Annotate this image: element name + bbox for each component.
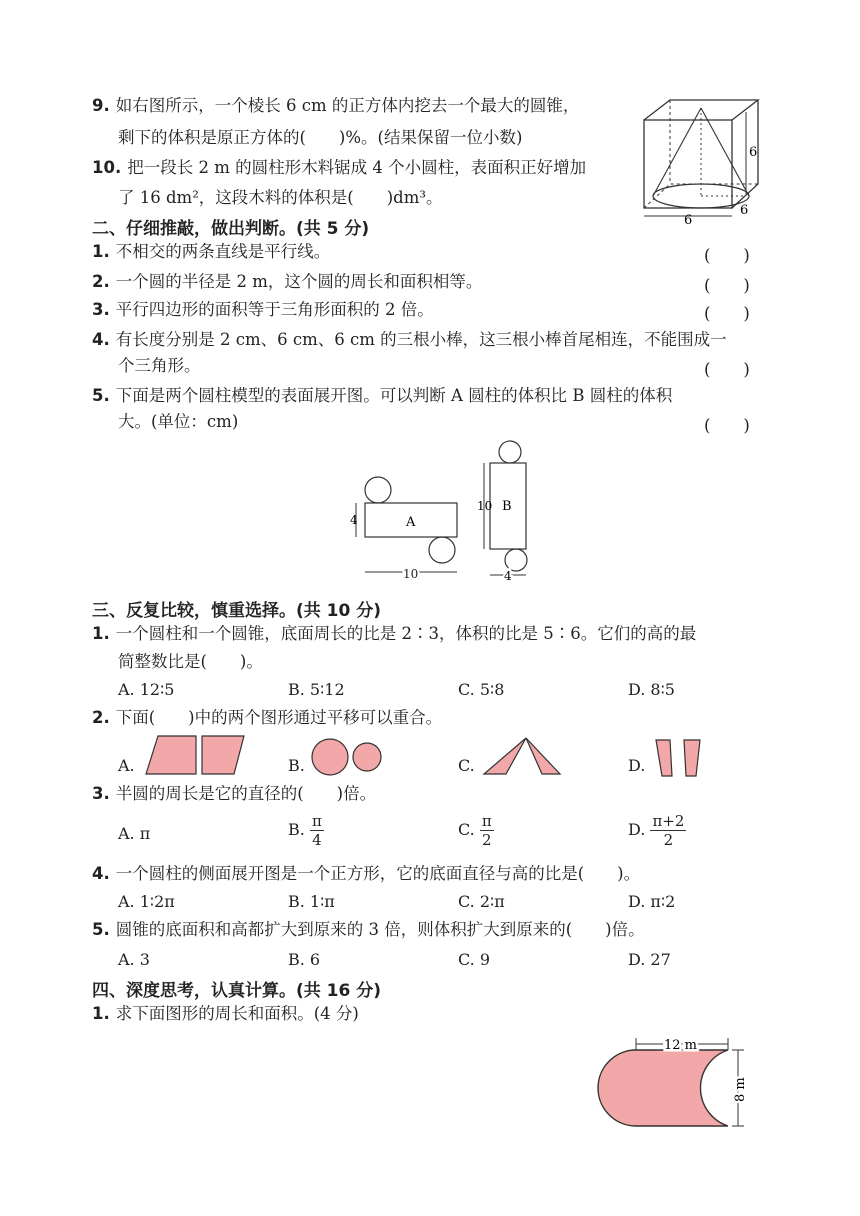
p3-q5-option-c[interactable]: C. 9 <box>458 950 491 969</box>
net-a-width: 10 <box>403 567 419 581</box>
p2-item2-number: 2. <box>92 272 110 291</box>
q2-shape-a <box>144 734 248 776</box>
p3-q5-option-a[interactable]: A. 3 <box>118 950 150 969</box>
p3-q5-line1 <box>92 920 645 940</box>
cube-label-front: 6 <box>684 213 693 228</box>
p4-q1-text: 求下面图形的周长和面积。(4 分) <box>115 1004 359 1023</box>
p3-q5-text: 圆锥的底面积和高都扩大到原来的 3 倍，则体积扩大到原来的( )倍。 <box>115 920 645 939</box>
p2-item5-text: 下面是两个圆柱模型的表面展开图。可以判断 A 圆柱的体积比 B 圆柱的体积 <box>115 386 673 405</box>
p3-q4-option-d[interactable]: D. π∶2 <box>628 892 676 911</box>
part3-title: 三、反复比较，慎重选择。(共 10 分) <box>92 601 382 621</box>
q2-shape-b <box>310 736 386 778</box>
p2-item3-number: 3. <box>92 300 110 319</box>
p3-q4-option-c[interactable]: C. 2∶π <box>458 892 505 911</box>
p3-q1-number: 1. <box>92 624 110 643</box>
p4-q1 <box>92 1004 359 1024</box>
net-b-height: 10 <box>477 499 493 513</box>
part4-title: 四、深度思考，认真计算。(共 16 分) <box>92 981 382 1001</box>
q2-shape-d <box>654 738 704 778</box>
p2-item1 <box>92 242 330 262</box>
p3-q5-number: 5. <box>92 920 110 939</box>
q10-number: 10. <box>92 158 122 177</box>
p3-q4-number: 4. <box>92 864 110 883</box>
p2-item2-text: 一个圆的半径是 2 m，这个圆的周长和面积相等。 <box>115 272 483 291</box>
p2-item4 <box>92 330 727 350</box>
p3-q3-option-d[interactable] <box>628 812 686 849</box>
p3-q2-option-a[interactable]: A. <box>118 756 135 775</box>
p3-q3-option-d-letter: D. <box>628 820 646 839</box>
p3-q3-option-b-letter: B. <box>288 820 305 839</box>
net-b-width: 4 <box>504 569 512 583</box>
p3-q1-line2: 简整数比是( )。 <box>118 652 263 671</box>
cylinder-nets-figure <box>350 438 550 588</box>
p3-q3-number: 3. <box>92 784 110 803</box>
p3-q2-option-c[interactable]: C. <box>458 756 475 775</box>
cube-label-side-d: 6 <box>740 203 749 218</box>
p2-item1-text: 不相交的两条直线是平行线。 <box>115 242 331 261</box>
p3-q1-option-d[interactable]: D. 8∶5 <box>628 680 675 699</box>
q2-shape-c <box>482 736 564 776</box>
p3-q3-option-d-fraction <box>650 812 686 849</box>
p3-q3-option-d-denominator: 2 <box>663 831 674 849</box>
p4-q1-number: 1. <box>92 1004 110 1023</box>
p3-q3-option-d-numerator: π+2 <box>652 812 685 830</box>
shape-width-label: 12 m <box>664 1038 698 1053</box>
q9-line1 <box>92 96 579 116</box>
q9-text: 如右图所示，一个棱长 6 cm 的正方体内挖去一个最大的圆锥， <box>115 96 580 115</box>
p3-q3-option-a[interactable]: A. π <box>118 824 151 843</box>
p3-q3-option-c-numerator: π <box>481 812 492 830</box>
p3-q3-option-c[interactable] <box>458 812 494 849</box>
net-a-height: 4 <box>350 513 358 527</box>
p3-q4-option-a[interactable]: A. 1∶2π <box>118 892 175 911</box>
p2-item4-text: 有长度分别是 2 cm、6 cm、6 cm 的三根小棒，这三根小棒首尾相连，不能围成一 <box>115 330 727 349</box>
p3-q2-text: 下面( )中的两个图形通过平移可以重合。 <box>115 708 443 727</box>
p2-item3-text: 平行四边形的面积等于三角形面积的 2 倍。 <box>115 300 434 319</box>
p3-q4-text: 一个圆柱的侧面展开图是一个正方形，它的底面直径与高的比是( )。 <box>115 864 641 883</box>
p2-item1-number: 1. <box>92 242 110 261</box>
p3-q4-line1 <box>92 864 640 884</box>
q10-line2: 了 16 dm²，这段木料的体积是( )dm³。 <box>118 188 443 207</box>
p2-item2 <box>92 272 482 292</box>
p3-q2-option-d[interactable]: D. <box>628 756 646 775</box>
p3-q3-option-c-letter: C. <box>458 820 475 839</box>
p3-q3-option-c-fraction <box>480 812 494 849</box>
p3-q4-option-b[interactable]: B. 1∶π <box>288 892 335 911</box>
p3-q1-option-a[interactable]: A. 12∶5 <box>118 680 175 699</box>
p2-item3-answer[interactable]: ( ) <box>704 304 750 323</box>
p3-q2-line1 <box>92 708 442 728</box>
p3-q2-option-b[interactable]: B. <box>288 756 305 775</box>
stadium-shape-figure <box>586 1032 766 1132</box>
p3-q1-option-b[interactable]: B. 5∶12 <box>288 680 345 699</box>
part2-title: 二、仔细推敲，做出判断。(共 5 分) <box>92 219 370 239</box>
q9-number: 9. <box>92 96 110 115</box>
p2-item1-answer[interactable]: ( ) <box>704 246 750 265</box>
p3-q5-option-b[interactable]: B. 6 <box>288 950 321 969</box>
p3-q1-line1 <box>92 624 696 644</box>
p2-item3 <box>92 300 434 320</box>
shape-height-label: 8 m <box>733 1077 748 1102</box>
cube-label-side-h: 6 <box>749 145 758 160</box>
p2-item5-number: 5. <box>92 386 110 405</box>
net-a-label: A <box>406 515 416 530</box>
p2-item5 <box>92 386 672 406</box>
p3-q3-option-c-denominator: 2 <box>482 831 492 849</box>
p3-q1-text: 一个圆柱和一个圆锥，底面周长的比是 2∶3，体积的比是 5∶6。它们的高的最 <box>115 624 697 643</box>
p2-item4-line2: 个三角形。 <box>118 356 201 375</box>
p3-q3-option-b-denominator: 4 <box>312 831 322 849</box>
p3-q1-option-c[interactable]: C. 5∶8 <box>458 680 505 699</box>
p2-item4-answer[interactable]: ( ) <box>704 360 750 379</box>
p2-item2-answer[interactable]: ( ) <box>704 276 750 295</box>
q10-line1 <box>92 158 586 178</box>
q10-text: 把一段长 2 m 的圆柱形木料锯成 4 个小圆柱，表面积正好增加 <box>127 158 587 177</box>
p3-q3-option-b-numerator: π <box>311 812 322 830</box>
p3-q5-option-d[interactable]: D. 27 <box>628 950 671 969</box>
p2-item5-answer[interactable]: ( ) <box>704 416 750 435</box>
p3-q3-option-b[interactable] <box>288 812 324 849</box>
p3-q3-option-b-fraction <box>310 812 324 849</box>
p2-item5-line2: 大。(单位：cm) <box>118 412 239 431</box>
p2-item4-number: 4. <box>92 330 110 349</box>
p3-q3-text: 半圆的周长是它的直径的( )倍。 <box>115 784 377 803</box>
p3-q2-number: 2. <box>92 708 110 727</box>
q9-line2: 剩下的体积是原正方体的( )%。(结果保留一位小数) <box>118 128 523 147</box>
cube-cone-figure <box>636 90 766 230</box>
p3-q3-line1 <box>92 784 376 804</box>
net-b-label: B <box>502 499 512 514</box>
